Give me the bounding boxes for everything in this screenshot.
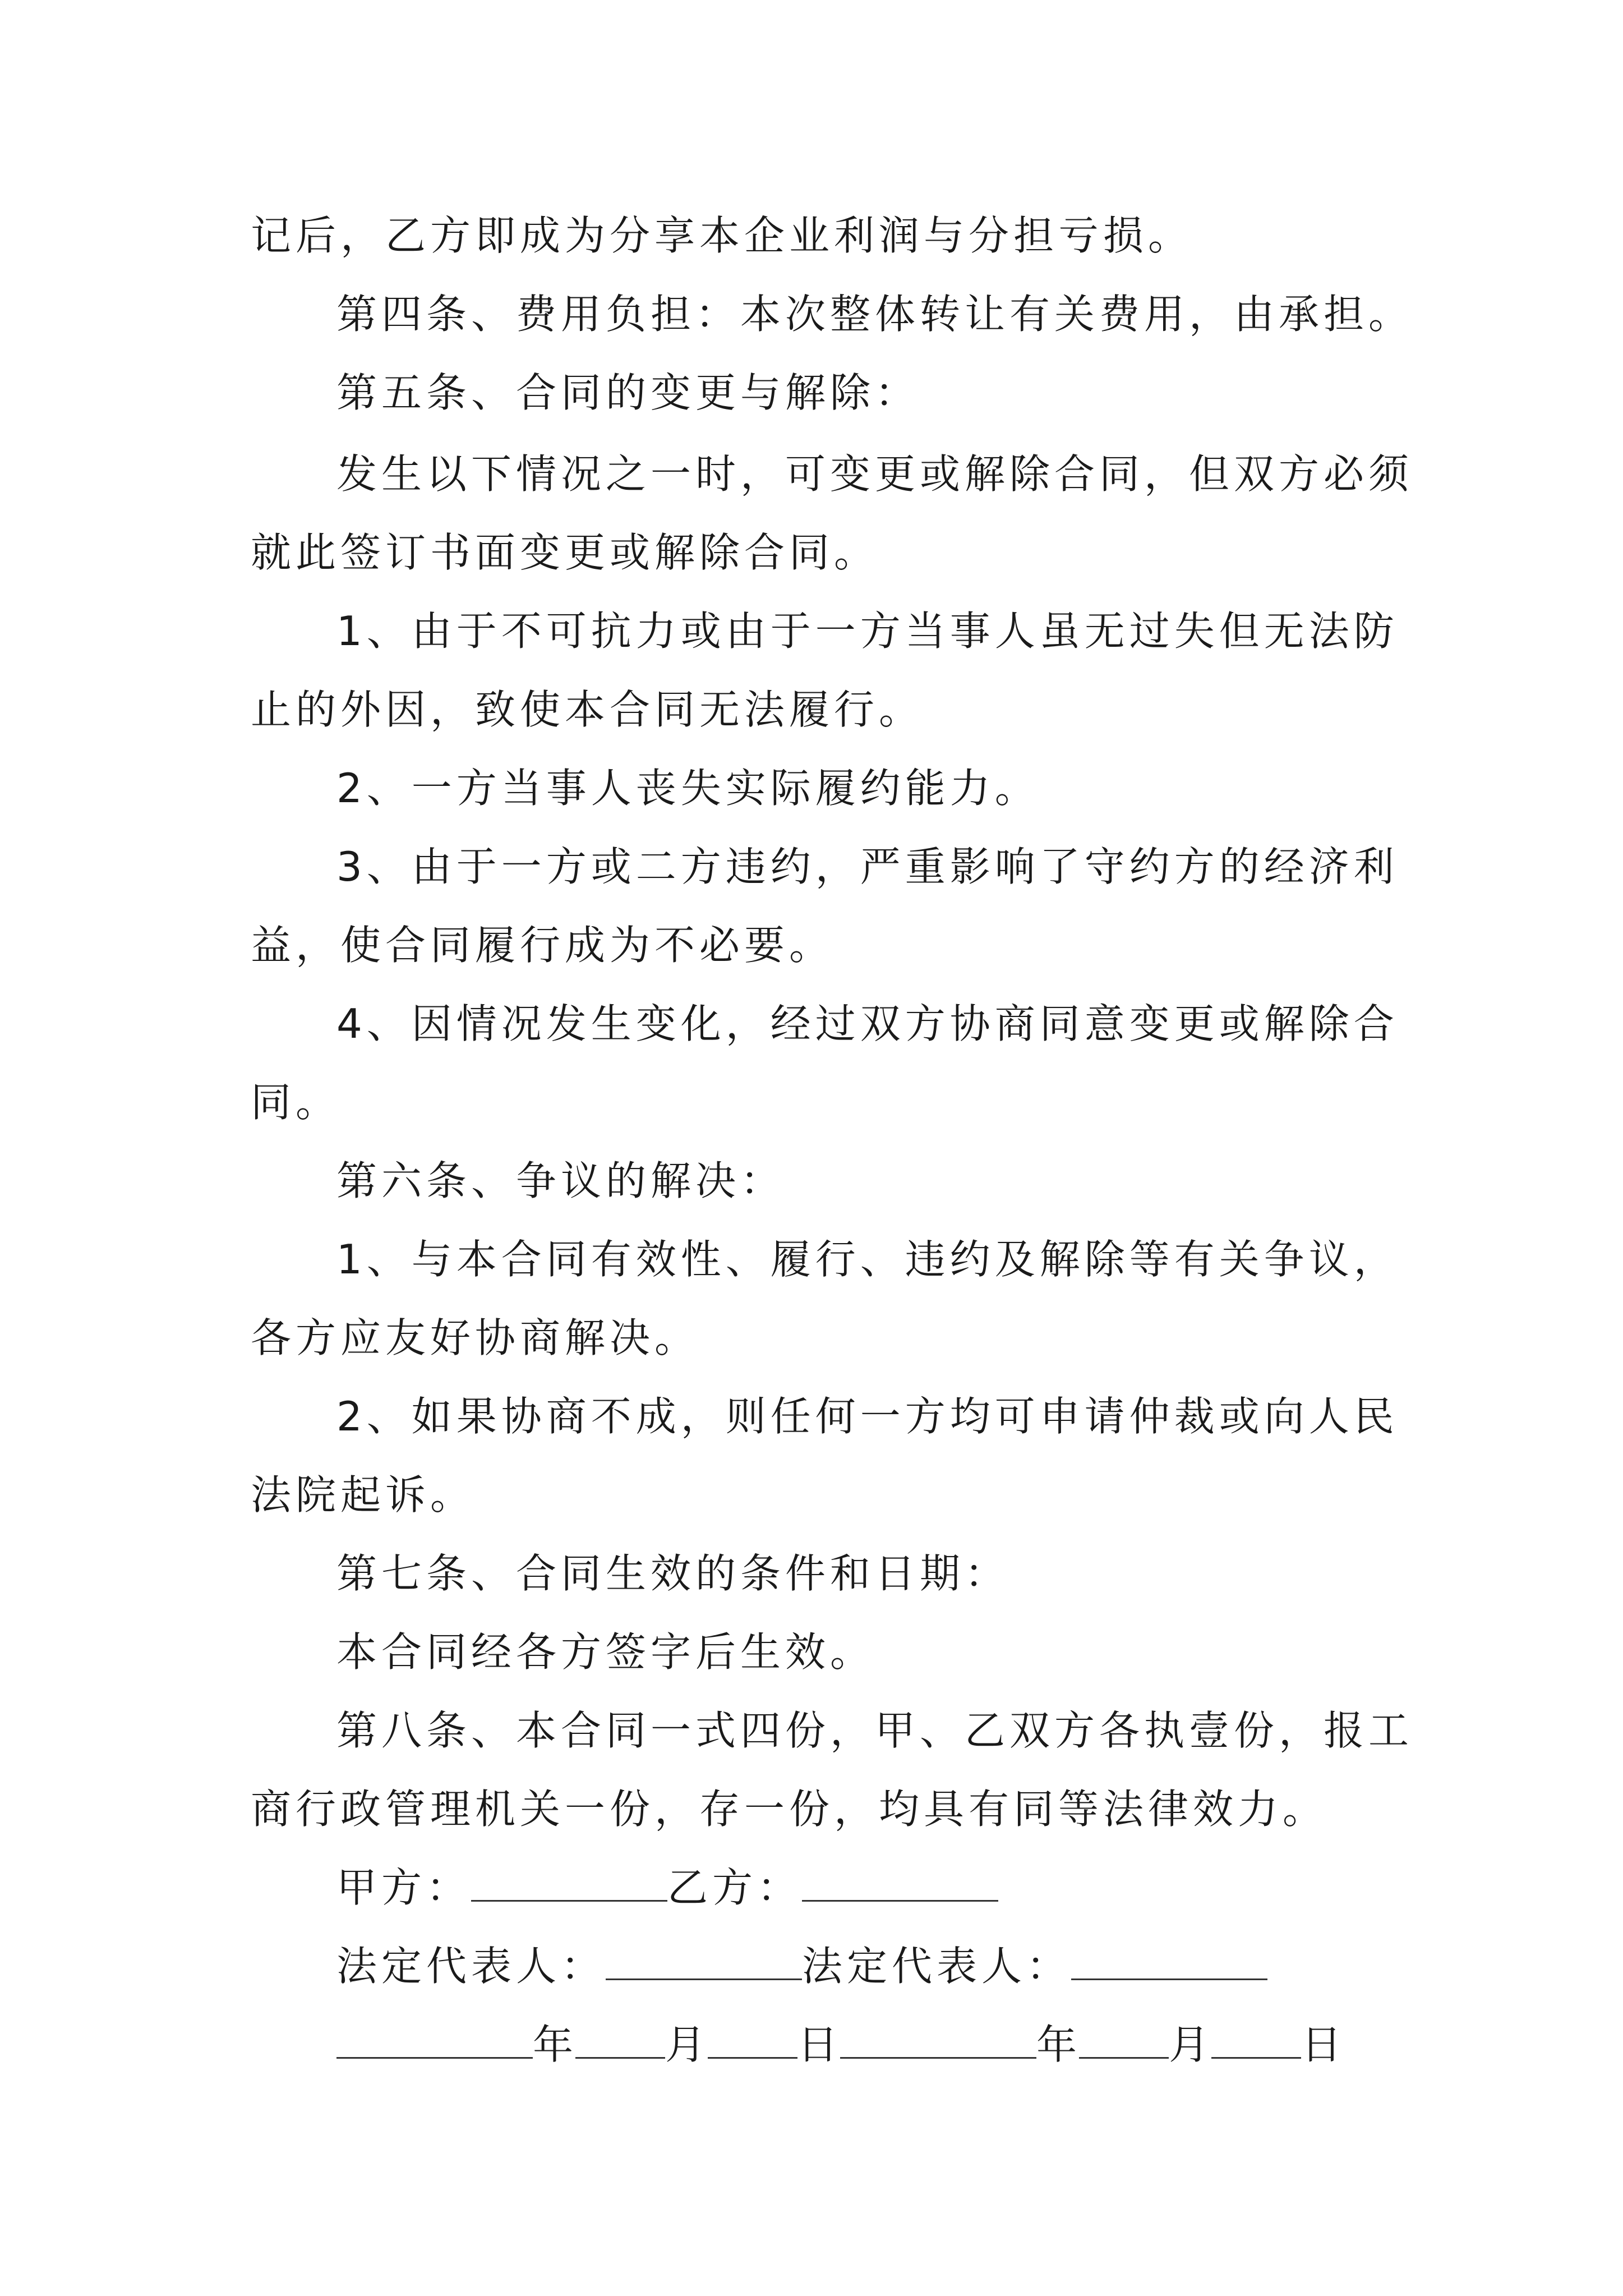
text-line: 止的外因，致使本合同无法履行。	[251, 686, 924, 733]
list-item: 4、因情况发生变化，经过双方协商同意变更或解除合	[336, 1000, 1399, 1047]
month-label: 月	[665, 2021, 708, 2068]
month-a-blank[interactable]	[575, 2018, 665, 2059]
list-item: 1、与本合同有效性、履行、违约及解除等有关争议，	[336, 1236, 1399, 1283]
text-line: 记后，乙方即成为分享本企业利润与分担亏损。	[251, 212, 1193, 259]
rep-b-label: 法定代表人：	[802, 1943, 1072, 1990]
article-4: 第四条、费用负担：本次整体转让有关费用，由承担。	[336, 291, 1414, 338]
rep-b-blank[interactable]	[1071, 1939, 1267, 1980]
party-a-label: 甲方：	[336, 1864, 472, 1911]
year-a-blank[interactable]	[336, 2018, 533, 2059]
list-item: 3、由于一方或二方违约，严重影响了守约方的经济利	[336, 843, 1399, 890]
text-line: 发生以下情况之一时，可变更或解除合同，但双方必须	[336, 450, 1414, 498]
day-a-blank[interactable]	[708, 2018, 797, 2059]
text-line: 各方应友好协商解决。	[251, 1314, 700, 1361]
text-line: 本合同经各方签字后生效。	[336, 1628, 875, 1676]
day-label: 日	[1301, 2021, 1344, 2068]
article-7-heading: 第七条、合同生效的条件和日期：	[336, 1550, 1010, 1597]
party-b-blank[interactable]	[802, 1861, 998, 1902]
rep-a-blank[interactable]	[606, 1939, 802, 1980]
text-line: 商行政管理机关一份，存一份，均具有同等法律效力。	[251, 1786, 1328, 1833]
party-b-label: 乙方：	[667, 1864, 803, 1911]
rep-a-label: 法定代表人：	[336, 1943, 606, 1990]
article-8: 第八条、本合同一式四份，甲、乙双方各执壹份，报工	[336, 1707, 1414, 1754]
date-row	[336, 2017, 1344, 2073]
text-line: 法院起诉。	[251, 1471, 476, 1519]
year-label: 年	[1036, 2021, 1080, 2068]
list-item: 1、由于不可抗力或由于一方当事人虽无过失但无法防	[336, 608, 1399, 655]
list-item: 2、如果协商不成，则任何一方均可申请仲裁或向人民	[336, 1393, 1399, 1440]
day-b-blank[interactable]	[1211, 2018, 1301, 2059]
party-a-blank[interactable]	[471, 1861, 667, 1902]
month-b-blank[interactable]	[1079, 2018, 1169, 2059]
text-line: 同。	[251, 1079, 341, 1126]
representative-row	[336, 1938, 1267, 1994]
month-label: 月	[1169, 2021, 1212, 2068]
text-line: 益，使合同履行成为不必要。	[251, 922, 834, 969]
day-label: 日	[797, 2021, 841, 2068]
party-signature-row	[336, 1860, 998, 1916]
year-b-blank[interactable]	[840, 2018, 1036, 2059]
article-5-heading: 第五条、合同的变更与解除：	[336, 369, 920, 416]
year-label: 年	[533, 2021, 576, 2068]
list-item: 2、一方当事人丧失实际履约能力。	[336, 765, 1040, 812]
text-line: 就此签订书面变更或解除合同。	[251, 529, 879, 576]
article-6-heading: 第六条、争议的解决：	[336, 1157, 786, 1204]
